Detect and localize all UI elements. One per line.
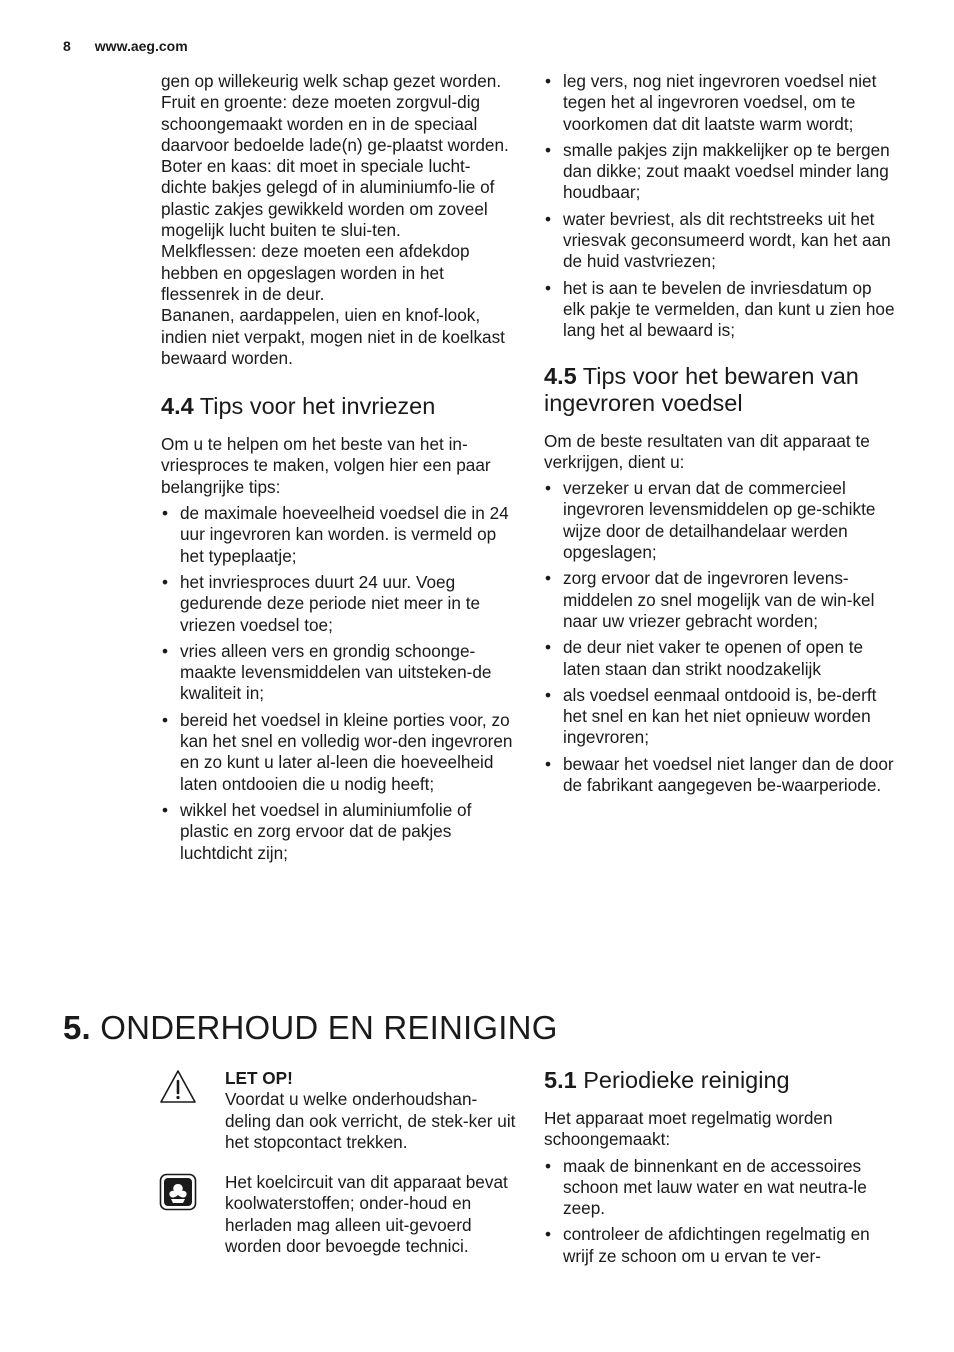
section-number: 4.5 bbox=[544, 362, 577, 389]
website-link[interactable]: www.aeg.com bbox=[94, 38, 188, 54]
chapter-heading bbox=[63, 1007, 558, 1049]
warning-triangle-icon bbox=[159, 1068, 197, 1106]
list-item: • vries alleen vers en grondig schoonge-maakte levensmiddelen van uitsteken-de kwaliteit in; bbox=[161, 641, 513, 705]
tips-list bbox=[544, 478, 896, 796]
list-item: • leg vers, nog niet ingevroren voedsel niet tegen het al ingevroren voedsel, om te voorkomen dat dit laatste warm wordt; bbox=[544, 71, 896, 135]
section-number: 4.4 bbox=[161, 393, 194, 420]
tips-list bbox=[544, 71, 896, 342]
section-title: ingevroren voedsel bbox=[544, 389, 743, 416]
section-title: Tips voor het bewaren van bbox=[582, 362, 859, 389]
section-intro: Om u te helpen om het beste van het in-vriesproces te maken, volgen hier een paar belangrijke tips: bbox=[161, 434, 491, 497]
list-item: • als voedsel eenmaal ontdooid is, be-derft het snel en kan het niet opnieuw worden ingevroren; bbox=[544, 685, 896, 749]
list-item: • zorg ervoor dat de ingevroren levens-middelen zo snel mogelijk van de win-kel naar uw vriezer gebracht worden; bbox=[544, 568, 896, 632]
caution-text: Voordat u welke onderhoudshan-deling dan ook verricht, de stek-ker uit het stopcontact trekken. bbox=[225, 1089, 516, 1152]
section-intro: Het apparaat moet regelmatig worden schoongemaakt: bbox=[544, 1108, 833, 1150]
intro-paragraph: Melkflessen: deze moeten een afdekdop hebben en opgeslagen worden in het flessenrek in de deur. bbox=[161, 241, 470, 304]
tips-list bbox=[161, 503, 513, 864]
chapter-title: ONDERHOUD EN REINIGING bbox=[100, 1009, 558, 1046]
list-item: • de maximale hoeveelheid voedsel die in 24 uur ingevroren kan worden. is vermeld op het typeplaatje; bbox=[161, 503, 513, 567]
right-column bbox=[544, 71, 896, 801]
page-number: 8 bbox=[63, 38, 71, 54]
list-item: • water bevriest, als dit rechtstreeks uit het vriesvak geconsumeerd wordt, kan het aan de huid vastvriezen; bbox=[544, 209, 896, 273]
list-item: • wikkel het voedsel in aluminiumfolie of plastic en zorg ervoor dat de pakjes luchtdicht zijn; bbox=[161, 800, 513, 864]
caution-text-block bbox=[225, 1068, 517, 1153]
list-item: • verzeker u ervan dat de commercieel ingevroren levensmiddelen op ge-schikte wijze door de detailhandelaar werden opgeslagen; bbox=[544, 478, 896, 563]
list-item: • maak de binnenkant en de accessoires schoon met lauw water en wat neutra-le zeep. bbox=[544, 1156, 900, 1220]
environment-text: Het koelcircuit van dit apparaat bevat koolwaterstoffen; onder-houd en herladen mag alleen uit-gevoerd worden door bevoegde technici. bbox=[225, 1172, 508, 1256]
section-heading-4-5 bbox=[544, 363, 896, 417]
environment-note bbox=[159, 1172, 519, 1282]
section-intro: Om de beste resultaten van dit apparaat te verkrijgen, dient u: bbox=[544, 430, 870, 472]
section-heading-5-1 bbox=[544, 1067, 900, 1094]
section-heading-4-4 bbox=[161, 393, 513, 420]
list-item: • bewaar het voedsel niet langer dan de door de fabrikant aangegeven be-waarperiode. bbox=[544, 754, 896, 797]
list-item: • het is aan te bevelen de invriesdatum op elk pakje te vermelden, dan kunt u zien hoe lang het al bewaard is; bbox=[544, 278, 896, 342]
section-number: 5.1 bbox=[544, 1067, 577, 1093]
intro-paragraph: gen op willekeurig welk schap gezet worden. bbox=[161, 71, 502, 91]
intro-paragraph: Bananen, aardappelen, uien en knof-look, indien niet verpakt, mogen niet in de koelkast bewaard worden. bbox=[161, 305, 505, 368]
caution-note bbox=[159, 1068, 519, 1158]
chapter-number: 5. bbox=[63, 1009, 91, 1046]
caution-label: LET OP! bbox=[225, 1068, 293, 1088]
list-item: • controleer de afdichtingen regelmatig en wrijf ze schoon om u ervan te ver- bbox=[544, 1224, 900, 1267]
cleaning-list bbox=[544, 1156, 900, 1267]
list-item: • het invriesproces duurt 24 uur. Voeg gedurende deze periode niet meer in te vriezen voedsel toe; bbox=[161, 572, 513, 636]
right-column-bottom bbox=[544, 1067, 900, 1272]
left-column bbox=[161, 71, 513, 869]
intro-paragraph: Boter en kaas: dit moet in speciale lucht-dichte bakjes gelegd of in aluminiumfo-lie of plastic zakjes gewikkeld worden om zoveel mogelijk lucht buiten te slui-ten. bbox=[161, 156, 495, 241]
environment-icon bbox=[159, 1173, 197, 1211]
section-title: Periodieke reiniging bbox=[583, 1067, 790, 1093]
section-title: Tips voor het invriezen bbox=[199, 393, 436, 420]
list-item: • smalle pakjes zijn makkelijker op te bergen dan dikke; zout maakt voedsel minder lang houdbaar; bbox=[544, 140, 896, 204]
intro-paragraph: Fruit en groente: deze moeten zorgvul-dig schoongemaakt worden en in de speciaal daarvoor bedoelde lade(n) ge-plaatst worden. bbox=[161, 92, 509, 155]
list-item: • bereid het voedsel in kleine porties voor, zo kan het snel en volledig wor-den ingevroren en zo kunt u later al-leen die hoeveelheid laten ontdooien die u nodig heeft; bbox=[161, 710, 513, 795]
list-item: • de deur niet vaker te openen of open te laten staan dan strikt noodzakelijk bbox=[544, 637, 896, 680]
page-header bbox=[63, 38, 188, 54]
